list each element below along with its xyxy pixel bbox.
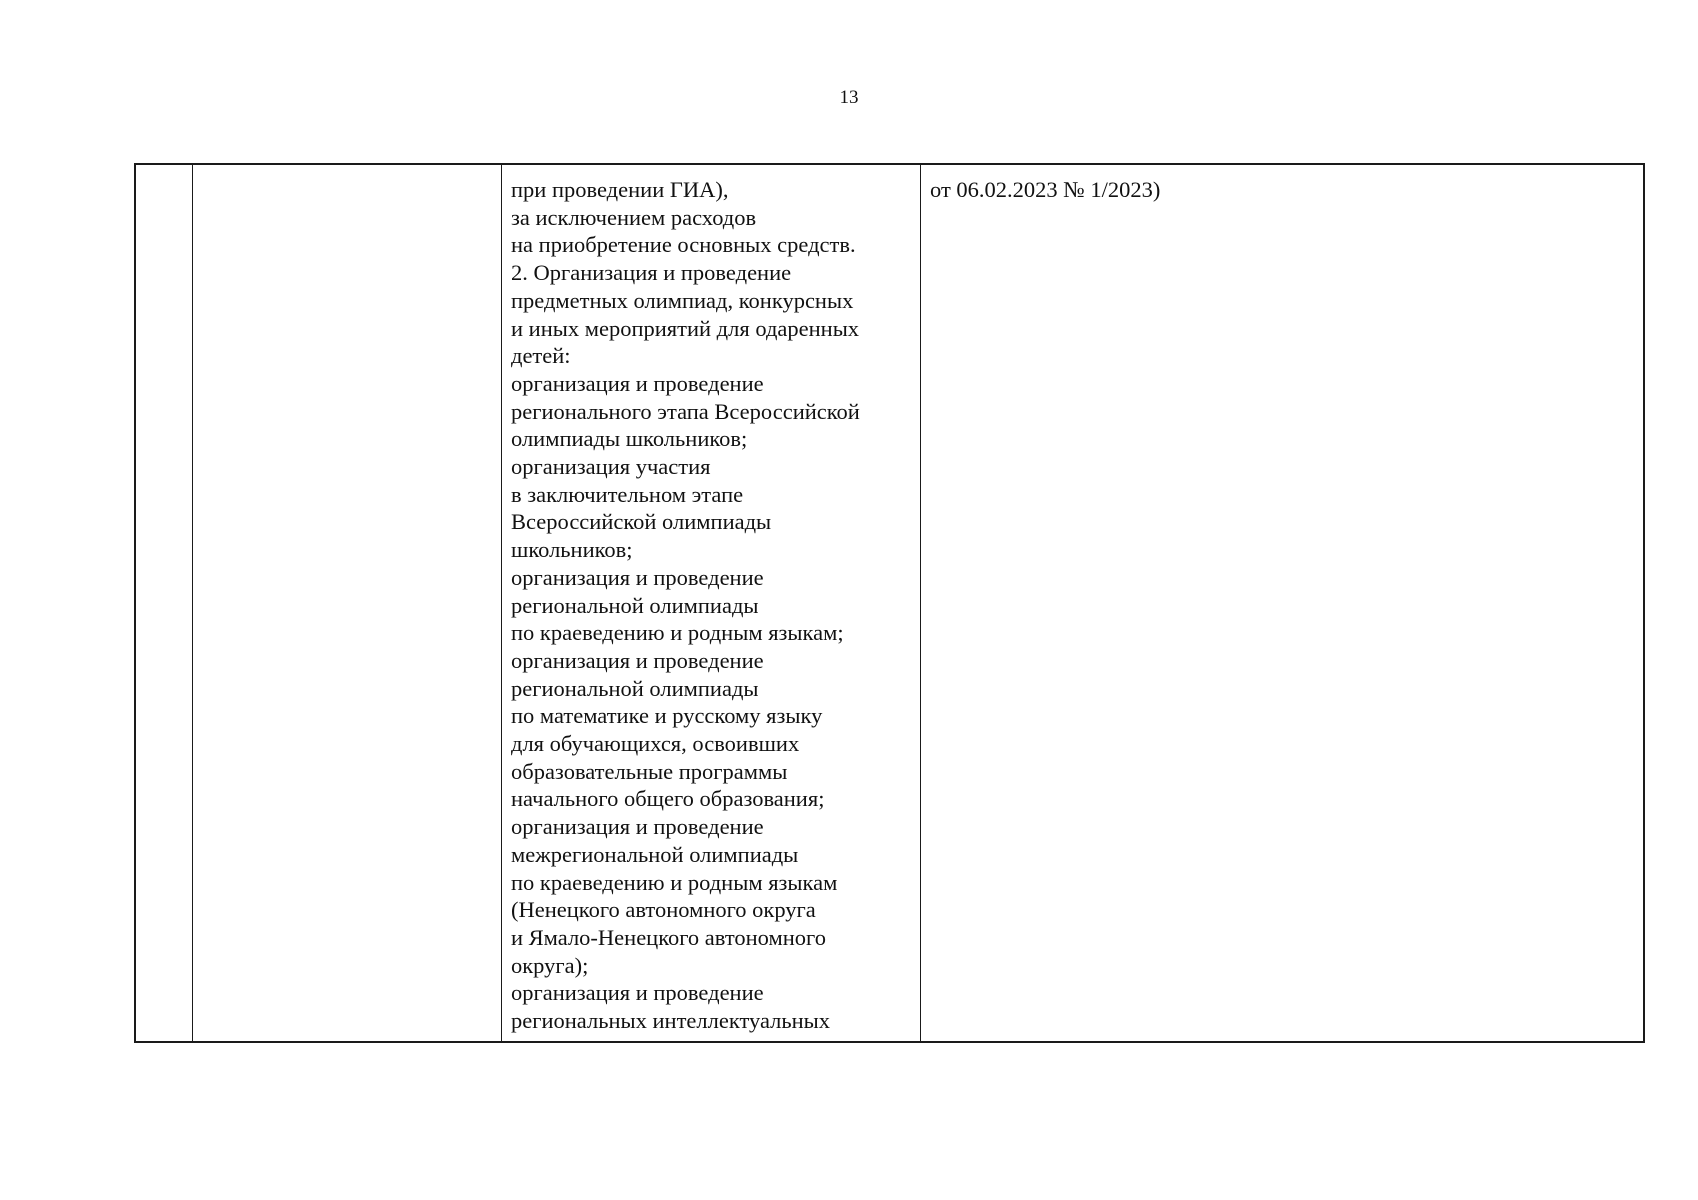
description-line: (Ненецкого автономного округа [511, 897, 816, 923]
description-line: олимпиады школьников; [511, 426, 748, 452]
description-line: и Ямало-Ненецкого автономного [511, 924, 826, 950]
description-line: по краеведению и родным языкам [511, 869, 838, 895]
table-cell-number [136, 165, 193, 1041]
description-line: региональных интеллектуальных [511, 1008, 831, 1034]
description-line: для обучающихся, освоивших [511, 731, 800, 757]
page-number: 13 [839, 87, 859, 108]
description-line: организация и проведение [511, 814, 764, 840]
description-line: организация и проведение [511, 564, 764, 590]
basis-line: от 06.02.2023 № 1/2023) [930, 177, 1161, 202]
description-line: за исключением расходов [511, 204, 757, 230]
description-line: школьников; [511, 537, 633, 563]
description-line: и иных мероприятий для одаренных [511, 315, 860, 341]
table-cell-basis [921, 165, 1643, 1041]
description-line: региональной олимпиады [511, 675, 759, 701]
description-line: предметных олимпиад, конкурсных [511, 287, 854, 313]
description-line: организация участия [511, 454, 711, 480]
description-line: при проведении ГИА), [511, 177, 729, 202]
description-line: организация и проведение [511, 980, 764, 1006]
description-line: межрегиональной олимпиады [511, 841, 799, 867]
description-line: в заключительном этапе [511, 481, 744, 507]
description-line: 2. Организация и проведение [511, 260, 792, 286]
description-line: по краеведению и родным языкам; [511, 620, 844, 646]
description-line: регионального этапа Всероссийской [511, 398, 860, 424]
table-cell-name [193, 165, 502, 1041]
description-line: округа); [511, 952, 589, 978]
table-cell-description [502, 165, 921, 1041]
description-line: начального общего образования; [511, 786, 825, 812]
description-line: образовательные программы [511, 758, 788, 784]
description-line: региональной олимпиады [511, 592, 759, 618]
description-line: Всероссийской олимпиады [511, 509, 772, 535]
description-line: по математике и русскому языку [511, 703, 823, 729]
description-line: организация и проведение [511, 647, 764, 673]
description-line: детей: [511, 343, 571, 369]
description-line: организация и проведение [511, 370, 764, 396]
description-line: на приобретение основных средств. [511, 232, 856, 258]
document-table [134, 163, 1645, 1043]
